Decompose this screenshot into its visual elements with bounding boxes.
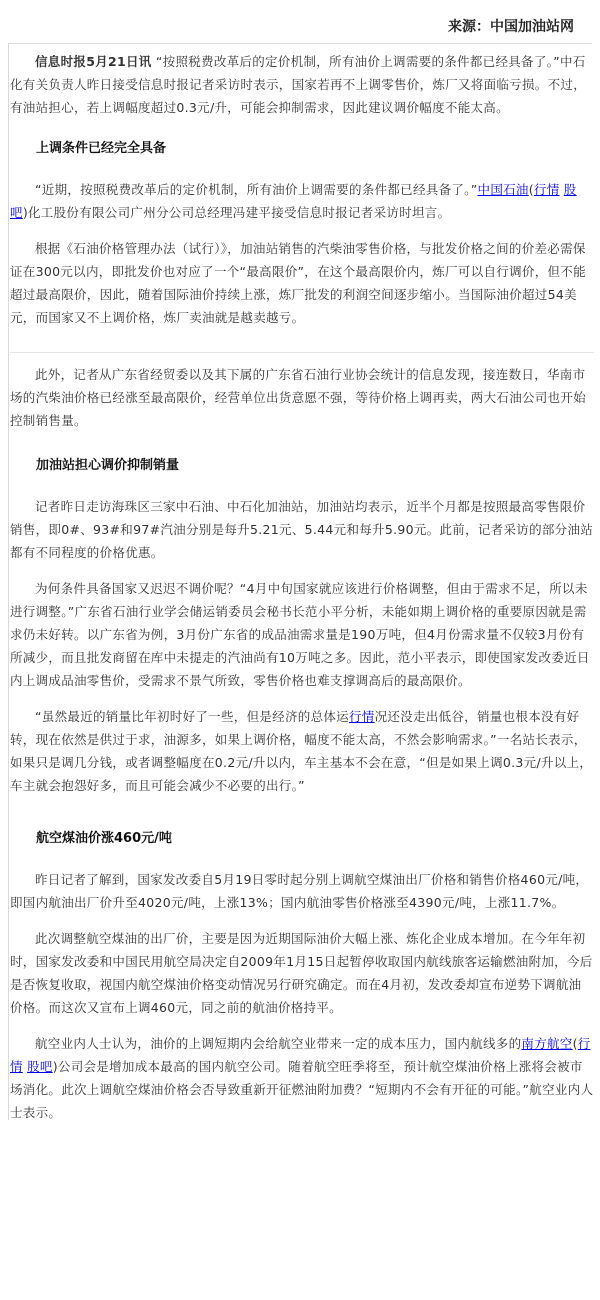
source-label: 来源：中国加油站网: [448, 19, 574, 35]
link-stock-forum-2[interactable]: 股吧: [27, 1059, 53, 1074]
article-body: [10, 50, 594, 1124]
section3-paragraph-2: 此次调整航空煤油的出厂价，主要是因为近期国际油价大幅上涨、炼化企业成本增加。在今年年初时，国家发改委和中国民用航空局决定自2009年1月15日起暂停收取国内航线旅客运输燃油附加，今后是否恢复收取，视国内航空煤油价格变动情况另行研究确定。而在4月初，发改委却宣布逆势下调航油价格。而这次又宣布上调460元，同之前的航油价格持平。: [10, 931, 593, 1015]
lead-text: “按照税费改革后的定价机制，所有油价上调需要的条件都已经具备了。”中石化有关负责人昨日接受信息时报记者采访时表示，国家若再不上调零售价，炼厂又将面临亏损。不过，有油站担心，若上调幅度超过0.3元/升，可能会抑制需求，因此建议调价幅度不能太高。: [10, 54, 587, 115]
left-border-line: [8, 44, 9, 1120]
lead-paragraph: [10, 50, 594, 119]
section1-paragraph-3: 此外，记者从广东省经贸委以及其下属的广东省石油行业协会统计的信息发现，接连数日，华南市场的汽柴油价格已经涨至最高限价，经营单位出货意愿不强，等待价格上调再卖，两大石油公司也开始控制销售量。: [10, 367, 587, 428]
link-china-southern[interactable]: 南方航空: [521, 1036, 573, 1051]
section2-paragraph-2: 为何条件具备国家又迟迟不调价呢？“4月中旬国家就应该进行价格调整，但由于需求不足，所以未进行调整。”广东省石油行业学会储运销委员会秘书长范小平分析，未能如期上调价格的重要原因就是需求仍未好转。以广东省为例，3月份广东省的成品油需求量是190万吨，但4月份需求量不仅较3月份有所减少，而且批发商留在库中未提走的汽油尚有10万吨之多。因此，范小平表示，即使国家发改委近日内上调成品油零售价，受需求不景气所致，零售价格也难支撑调高后的最高限价。: [10, 581, 590, 688]
header-divider: [8, 43, 592, 44]
link-quotes[interactable]: 行情: [533, 182, 560, 197]
section2-paragraph-3: “虽然最近的销量比年初时好了一些，但是经济的总体运行情况还没走出低谷，销量也根本没有好转，现在依然是供过于求，油源多，如果上调价格，幅度不能太高，不然会影响需求。”一名站长表示，如果只是调几分钱，或者调整幅度在0.2元/升以内，车主基本不会在意，“但是如果上调0.3元/升以上，车主就会抱怨好多，而且可能会减少不必要的出行。”: [10, 709, 593, 793]
link-petrochina[interactable]: 中国石油: [477, 182, 529, 197]
section-heading-3: 航空煤油价涨460元/吨: [36, 831, 172, 846]
link-quotes-2[interactable]: 行情: [348, 709, 375, 724]
section1-paragraph-2: 根据《石油价格管理办法（试行）》，加油站销售的汽柴油零售价格，与批发价格之间的价差必需保证在300元以内，即批发价也对应了一个“最高限价”，在这个最高限价内，炼厂可以自行调价，但不能超过最高限价，因此，随着国际油价持续上涨，炼厂批发的利润空间逐步缩小。当国际油价超过54美元，而国家又不上调价格，炼厂卖油就是越卖越亏。: [10, 241, 586, 325]
section-heading-2: 加油站担心调价抑制销量: [36, 458, 180, 473]
section1-paragraph-1: “近期，按照税费改革后的定价机制，所有油价上调需要的条件都已经具备了。”中国石油(行情 股吧)化工股份有限公司广州分公司总经理冯建平接受信息时报记者采访时坦言。: [10, 182, 577, 220]
section3-paragraph-1: 昨日记者了解到，国家发改委自5月19日零时起分别上调航空煤油出厂价格和销售价格460元/吨，即国内航油出厂价升至4020元/吨，上涨13%；国内航油零售价格涨至4390元/吨，上涨11.7%。: [10, 872, 589, 910]
section-heading-1: 上调条件已经完全具备: [36, 141, 167, 156]
link-quotes-3[interactable]: 行情: [10, 1036, 591, 1074]
dateline: 信息时报5月21日讯: [35, 54, 152, 69]
section2-paragraph-1: 记者昨日走访海珠区三家中石油、中石化加油站，加油站均表示，近半个月都是按照最高零售限价销售，即0#、93#和97#汽油分别是每升5.21元、5.44元和每升5.90元。此前，记者采访的部分油站都有不同程度的价格优惠。: [10, 499, 594, 560]
divider: [10, 352, 594, 353]
section3-paragraph-3: 航空业内人士认为，油价的上调短期内会给航空业带来一定的成本压力，国内航线多的南方航空(行情 股吧)公司会是增加成本最高的国内航空公司。随着航空旺季将至，预计航空煤油价格上涨将会被市场消化。此次上调航空煤油价格会否导致重新开征燃油附加费？“短期内不会有开征的可能。”航空业内人士表示。: [10, 1036, 594, 1120]
link-stock-forum[interactable]: 股吧: [10, 182, 577, 220]
